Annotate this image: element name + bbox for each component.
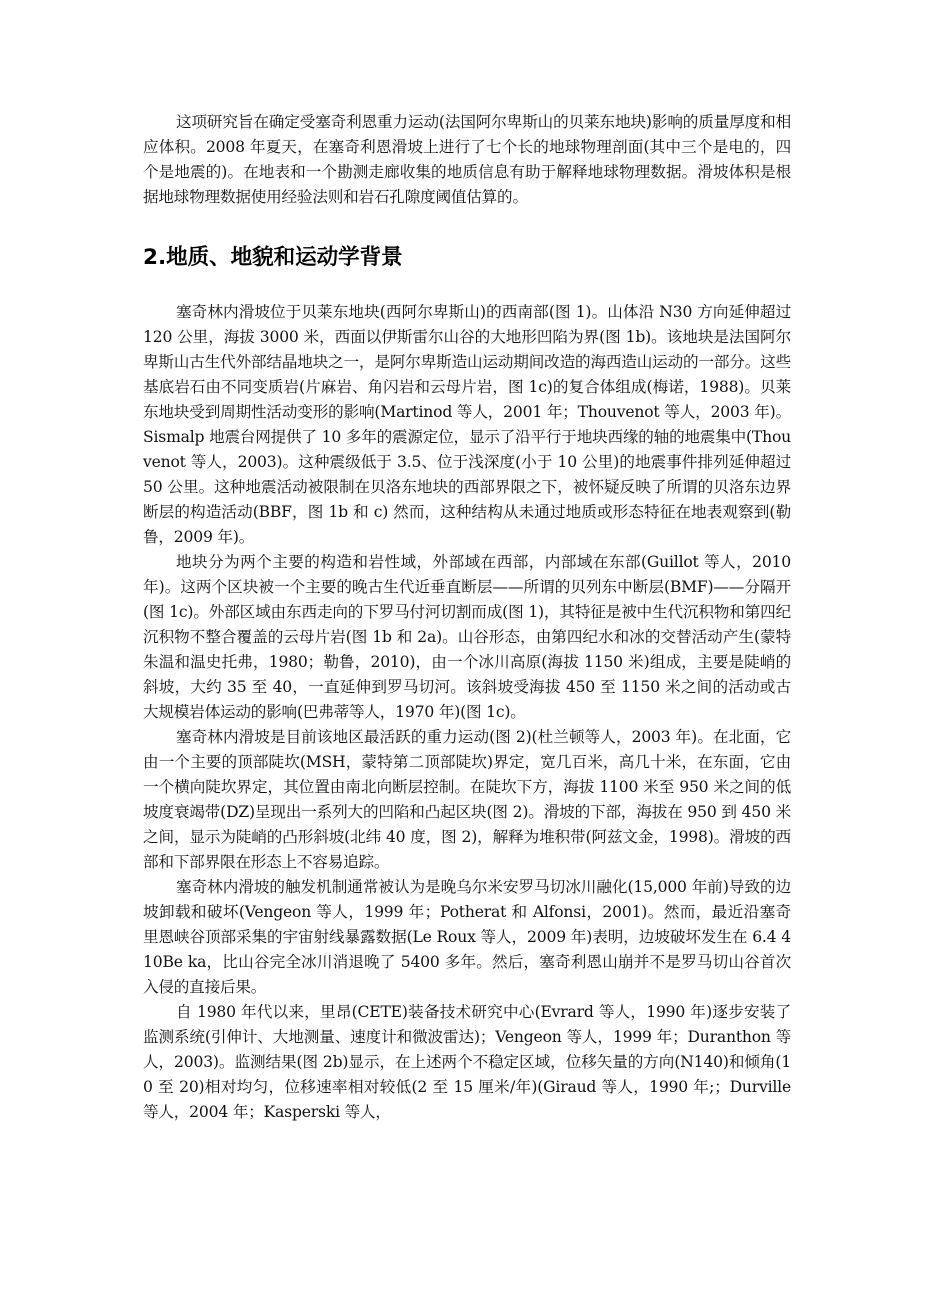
body-paragraph-4: 塞奇林内滑坡的触发机制通常被认为是晚乌尔米安罗马切冰川融化(15,000 年前)导致的边坡卸载和破坏(Vengeon 等人，1999 年；Potherat 和 Alfonsi，2001)。然而，最近沿塞奇里恩峡谷顶部采集的宇宙射线暴露数据(Le Roux 等人，2009 年)表明，边坡破坏发生在 6.4 410Be ka，比山谷完全冰川消退晚了 5400 多年。然后，塞奇利恩山崩并不是罗马切山谷首次入侵的直接后果。: [143, 878, 791, 996]
body-paragraph-2: 地块分为两个主要的构造和岩性域，外部域在西部，内部域在东部(Guillot 等人，2010 年)。这两个区块被一个主要的晚古生代近垂直断层——所谓的贝列东中断层(BMF)——分隔开(图 1c)。外部区域由东西走向的下罗马付河切割而成(图 1)，其特征是被中生代沉积物和第四纪沉积物不整合覆盖的云母片岩(图 1b 和 2a)。山谷形态，由第四纪水和冰的交替活动产生(蒙特朱温和温史托弗，1980；勒鲁，2010)，由一个冰川高原(海拔 1150 米)组成，主要是陡峭的斜坡，大约 35 至 40，一直延伸到罗马切河。该斜坡受海拔 450 至 1150 米之间的活动或古大规模岩体运动的影响(巴弗蒂等人，1970 年)(图 1c)。: [143, 553, 791, 721]
body-paragraph-5: 自 1980 年代以来，里昂(CETE)装备技术研究中心(Evrard 等人，1990 年)逐步安装了监测系统(引伸计、大地测量、速度计和微波雷达)；Vengeon 等人，1999 年；Duranthon 等人，2003)。监测结果(图 2b)显示，在上述两个不稳定区域，位移矢量的方向(N140)和倾角(10 至 20)相对均匀，位移速率相对较低(2 至 15 厘米/年)(Giraud 等人，1990 年;；Durville 等人，2004 年；Kasperski 等人，: [143, 1003, 791, 1121]
body-paragraph-3: 塞奇林内滑坡是目前该地区最活跃的重力运动(图 2)(杜兰顿等人，2003 年)。在北面，它由一个主要的顶部陡坎(MSH，蒙特第二顶部陡坎)界定，宽几百米，高几十米，在东面，它由一个横向陡坎界定，其位置由南北向断层控制。在陡坎下方，海拔 1100 米至 950 米之间的低坡度衰竭带(DZ)呈现出一系列大的凹陷和凸起区块(图 2)。滑坡的下部，海拔在 950 到 450 米之间，显示为陡峭的凸形斜坡(北纬 40 度，图 2)，解释为堆积带(阿兹文金，1998)。滑坡的西部和下部界限在形态上不容易追踪。: [143, 728, 791, 871]
body-paragraph-1: 塞奇林内滑坡位于贝莱东地块(西阿尔卑斯山)的西南部(图 1)。山体沿 N30 方向延伸超过 120 公里，海拔 3000 米，西面以伊斯雷尔山谷的大地形凹陷为界(图 1b)。该地块是法国阿尔卑斯山古生代外部结晶地块之一，是阿尔卑斯造山运动期间改造的海西造山运动的一部分。这些基底岩石由不同变质岩(片麻岩、角闪岩和云母片岩，图 1c)的复合体组成(梅诺，1988)。贝莱东地块受到周期性活动变形的影响(Martinod 等人，2001 年；Thouvenot 等人，2003 年)。Sismalp 地震台网提供了 10 多年的震源定位，显示了沿平行于地块西缘的轴的地震集中(Thouvenot 等人，2003)。这种震级低于 3.5、位于浅深度(小于 10 公里)的地震事件排列延伸超过 50 公里。这种地震活动被限制在贝洛东地块的西部界限之下，被怀疑反映了所谓的贝洛东边界断层的构造活动(BBF，图 1b 和 c) 然而，这种结构从未通过地质或形态特征在地表观察到(勒鲁，2009 年)。: [143, 303, 791, 546]
document-page: [143, 110, 791, 1125]
intro-paragraph: 这项研究旨在确定受塞奇利恩重力运动(法国阿尔卑斯山的贝莱东地块)影响的质量厚度和相应体积。2008 年夏天，在塞奇利恩滑坡上进行了七个长的地球物理剖面(其中三个是电的，四个是地震的)。在地表和一个勘测走廊收集的地质信息有助于解释地球物理数据。滑坡体积是根据地球物理数据使用经验法则和岩石孔隙度阈值估算的。: [143, 113, 791, 206]
section-heading: 2.地质、地貌和运动学背景: [143, 245, 403, 270]
